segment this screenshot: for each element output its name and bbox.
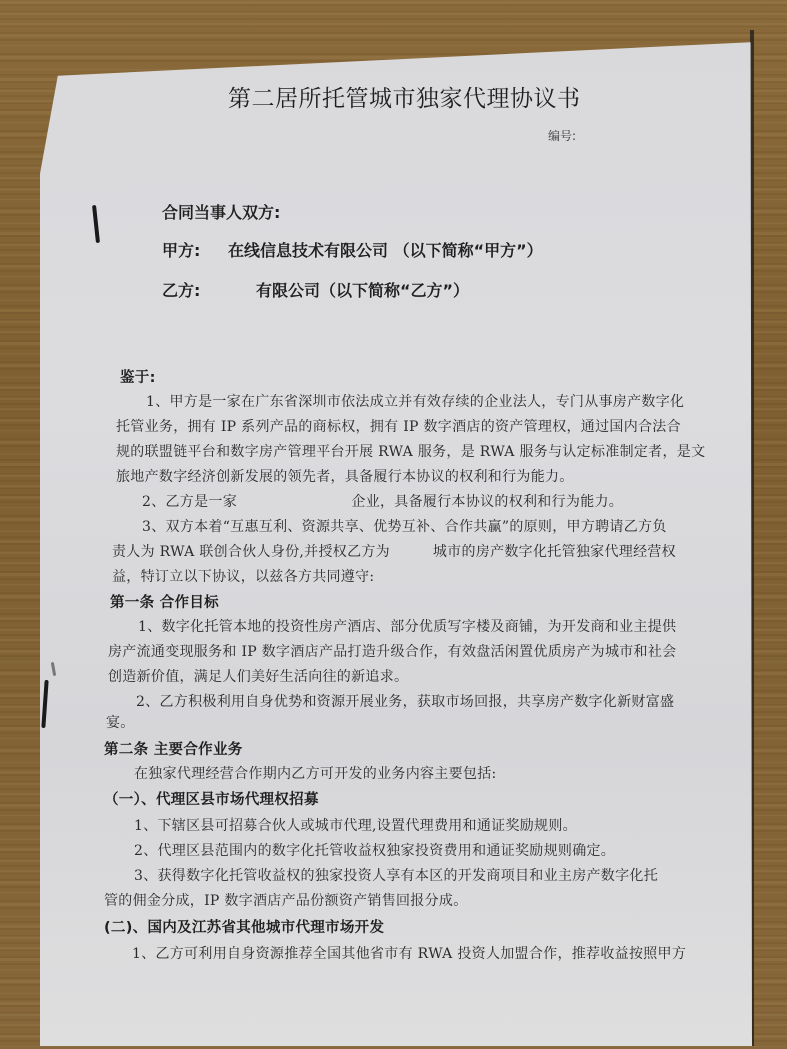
article-1-line: 创造新价值，满足人们美好生活向往的新追求。 <box>108 669 409 685</box>
whereas-line: 3、双方本着“互惠互利、资源共享、优势互补、合作共赢”的原则，甲方聘请乙方负 <box>142 519 667 535</box>
whereas-line: 旅地产数字经济创新发展的领先者，具备履行本协议的权利和行为能力。 <box>116 469 574 485</box>
whereas-line: 责人为 RWA 联创合伙人身份,并授权乙方为 城市的房产数字化托管独家代理经营权 <box>112 544 676 560</box>
section-2-line: 1、乙方可利用自身资源推荐全国其他省市有 RWA 投资人加盟合作，推荐收益按照甲方 <box>132 946 687 962</box>
party-b-label: 乙方: <box>162 281 201 300</box>
party-b-name: 有限公司（以下简称“乙方”） <box>256 281 470 300</box>
party-a-label: 甲方: <box>162 241 201 260</box>
section-2-heading: (二)、国内及江苏省其他城市代理市场开发 <box>104 920 385 936</box>
section-1-line: 1、下辖区县可招募合伙人或城市代理,设置代理费用和通证奖励规则。 <box>134 818 577 834</box>
whereas-heading: 鉴于: <box>120 370 156 386</box>
whereas-line: 托管业务，拥有 IP 系列产品的商标权，拥有 IP 数字酒店的资产管理权，通过国内合法合 <box>116 419 681 435</box>
party-a-name: 在线信息技术有限公司 （以下简称“甲方”） <box>228 241 543 260</box>
section-1-line: 2、代理区县范围内的数字化托管收益权独家投资费用和通证奖励规则确定。 <box>134 843 616 859</box>
article-2-intro: 在独家代理经营合作期内乙方可开发的业务内容主要包括: <box>134 766 497 782</box>
article-1-line: 2、乙方积极利用自身优势和资源开展业务，获取市场回报，共享房产数字化新财富盛 <box>136 694 675 710</box>
section-1-heading: （一）、代理区县市场代理权招募 <box>104 792 319 808</box>
whereas-line: 益，特订立以下协议，以兹各方共同遵守: <box>112 569 375 585</box>
document-title: 第二居所托管城市独家代理协议书 <box>228 86 581 112</box>
article-1-line: 房产流通变现服务和 IP 数字酒店产品打造升级合作，有效盘活闲置优质房产为城市和社会 <box>108 644 677 660</box>
article-1-line: 宴。 <box>106 715 135 731</box>
article-1-line: 1、数字化托管本地的投资性房产酒店、部分优质写字楼及商铺，为开发商和业主提供 <box>138 619 677 635</box>
document-number-label: 编号: <box>548 129 577 143</box>
whereas-line: 1、甲方是一家在广东省深圳市依法成立并有效存续的企业法人，专门从事房产数字化 <box>146 394 685 410</box>
article-2-heading: 第二条 主要合作业务 <box>104 742 243 758</box>
whereas-line: 2、乙方是一家 企业，具备履行本协议的权利和行为能力。 <box>142 494 624 510</box>
article-1-heading: 第一条 合作目标 <box>110 595 219 611</box>
section-1-line: 管的佣金分成，IP 数字酒店产品份额资产销售回报分成。 <box>104 893 468 909</box>
parties-heading: 合同当事人双方: <box>162 203 281 222</box>
whereas-line: 规的联盟链平台和数字房产管理平台开展 RWA 服务，是 RWA 服务与认定标准制定者，是文 <box>116 444 706 460</box>
section-1-line: 3、获得数字化托管收益权的独家投资人享有本区的开发商项目和业主房产数字化托 <box>134 868 659 884</box>
